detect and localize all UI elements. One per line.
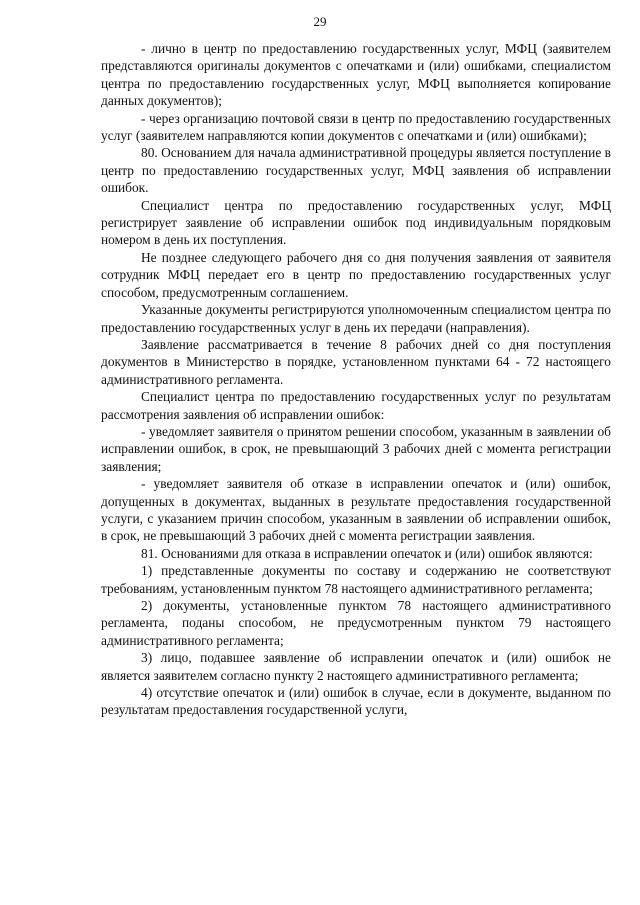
paragraph-registration: Специалист центра по предоставлению государственных услуг, МФЦ регистрирует заявление об исправлении ошибок под индивидуальным порядковым номером в день их поступления. <box>101 197 611 248</box>
paragraph-transfer-deadline: Не позднее следующего рабочего дня со дня получения заявления от заявителя сотрудник МФЦ передает его в центр по предоставлению государственных услуг способом, предусмотренным соглашением. <box>101 249 611 300</box>
paragraph-ground-4: 4) отсутствие опечаток и (или) ошибок в случае, если в документе, выданном по результатам предоставления государственной услуги, <box>101 685 611 718</box>
paragraph-80-basis: 80. Основанием для начала административной процедуры является поступление в центр по предоставлению государственных услуг, МФЦ заявления об исправлении ошибок. <box>101 145 611 196</box>
page-number: 29 <box>313 14 327 29</box>
paragraph-documents-registered: Указанные документы регистрируются уполномоченным специалистом центра по предоставлению государственных услуг в день их передачи (направления). <box>101 302 611 335</box>
paragraph-notify-refusal: - уведомляет заявителя об отказе в исправлении опечаток и (или) ошибок, допущенных в документах, выданных в результате предоставления государственной услуги, с указанием причин способом, указанным в заявлении об исправлении ошибок, в срок, не превышающий 3 рабочих дней с момента регистрации заявления. <box>101 476 611 544</box>
paragraph-81-refusal-grounds: 81. Основаниями для отказа в исправлении опечаток и (или) ошибок являются: <box>141 545 593 561</box>
paragraph-ground-3: 3) лицо, подавшее заявление об исправлении опечаток и (или) ошибок не является заявителем согласно пункту 2 настоящего административного регламента; <box>101 650 611 683</box>
paragraph-in-person-submission: - лично в центр по предоставлению государственных услуг, МФЦ (заявителем представляются оригиналы документов с опечатками и (или) ошибками, специалистом центра по предоставлению государственных услуг, МФЦ выполняется копирование данных документов); <box>101 41 611 109</box>
document-body <box>101 40 611 719</box>
paragraph-specialist-results: Специалист центра по предоставлению государственных услуг по результатам рассмотрения заявления об исправлении ошибок: <box>101 389 611 422</box>
paragraph-review-period: Заявление рассматривается в течение 8 рабочих дней со дня поступления документов в Министерство в порядке, установленном пунктами 64 - 72 настоящего административного регламента. <box>101 336 611 387</box>
paragraph-notify-decision: - уведомляет заявителя о принятом решении способом, указанным в заявлении об исправлении ошибок, в срок, не превышающий 3 рабочих дней с момента регистрации заявления; <box>101 423 611 474</box>
paragraph-ground-1: 1) представленные документы по составу и содержанию не соответствуют требованиям, установленным пунктом 78 настоящего административного регламента; <box>101 563 611 596</box>
paragraph-ground-2: 2) документы, установленные пунктом 78 настоящего административного регламента, поданы способом, не предусмотренным пунктом 79 настоящего административного регламента; <box>101 598 611 648</box>
paragraph-postal-submission: - через организацию почтовой связи в центр по предоставлению государственных услуг (заявителем направляются копии документов с опечатками и (или) ошибками); <box>101 110 611 144</box>
